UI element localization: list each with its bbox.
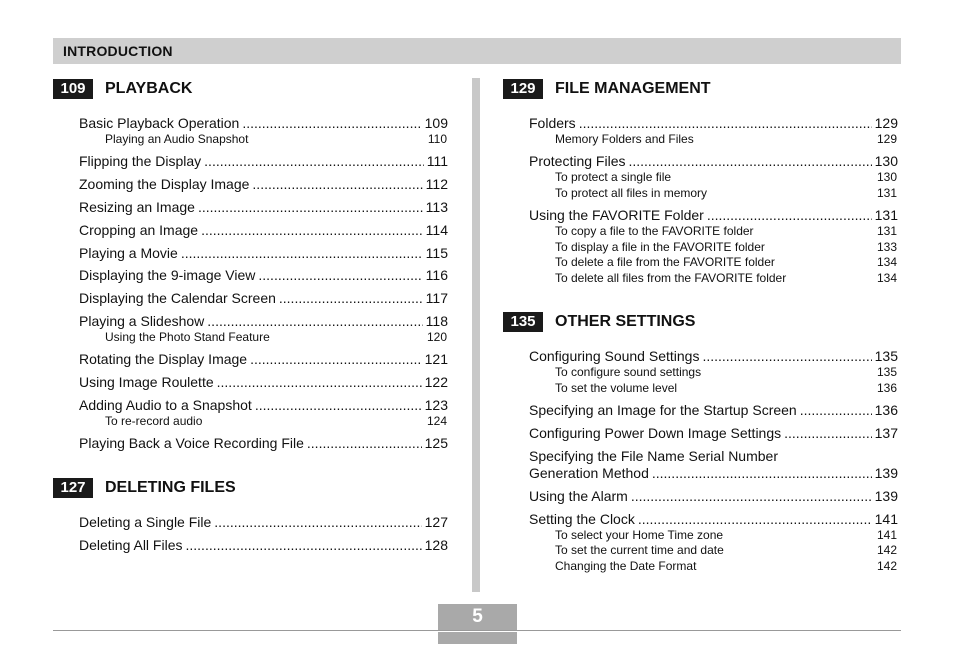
section-page-badge: 109 <box>53 79 93 99</box>
toc-subentry-title: To display a file in the FAVORITE folder <box>555 240 765 254</box>
toc-entry-page: 111 <box>426 153 448 169</box>
leader-dots <box>258 267 422 283</box>
toc-entry-title: Configuring Sound Settings <box>529 348 700 364</box>
toc-subentry[interactable] <box>555 381 897 395</box>
toc-subentry-title: To set the volume level <box>555 381 678 395</box>
toc-entry-page: 116 <box>425 267 448 283</box>
toc-entry-page: 129 <box>874 115 898 131</box>
page-number-box <box>438 604 517 644</box>
toc-entry-title: Rotating the Display Image <box>79 351 248 367</box>
toc-entry[interactable] <box>529 425 898 441</box>
toc-entry-line1[interactable] <box>529 448 898 464</box>
toc-subentry-title: To protect all files in memory <box>555 186 708 200</box>
toc-entry-title: Displaying the Calendar Screen <box>79 290 276 306</box>
toc-subentry[interactable] <box>555 543 897 557</box>
toc-subentry[interactable] <box>555 186 897 200</box>
leader-dots <box>181 245 423 261</box>
toc-subentry[interactable] <box>555 365 897 379</box>
toc-entry[interactable] <box>529 153 898 169</box>
leader-dots <box>207 313 422 329</box>
toc-subentry-page: 110 <box>427 132 447 146</box>
leader-dots <box>707 207 872 223</box>
section-file-management <box>503 79 903 99</box>
toc-subentry[interactable] <box>555 271 897 285</box>
leader-dots <box>186 537 422 553</box>
toc-subentry-page: 131 <box>876 224 897 238</box>
leader-dots <box>214 514 421 530</box>
toc-entry[interactable] <box>529 207 898 223</box>
toc-entry-title: Zooming the Display Image <box>79 176 250 192</box>
toc-entry[interactable] <box>79 290 448 306</box>
toc-subentry-page: 136 <box>876 381 897 395</box>
toc-entry[interactable] <box>79 397 448 413</box>
toc-subentry-page: 134 <box>876 255 897 269</box>
toc-entry[interactable] <box>79 267 448 283</box>
leader-dots <box>204 153 424 169</box>
leader-dots <box>217 374 422 390</box>
toc-entry[interactable] <box>79 351 448 367</box>
chapter-title: INTRODUCTION <box>63 43 173 59</box>
toc-subentry-title: To select your Home Time zone <box>555 528 724 542</box>
toc-entry-title: Folders <box>529 115 576 131</box>
toc-subentry-page: 120 <box>426 330 447 344</box>
toc-subentry[interactable] <box>555 559 897 573</box>
leader-dots <box>638 511 872 527</box>
toc-entry-page: 125 <box>424 435 448 451</box>
toc-entry[interactable] <box>79 537 448 553</box>
toc-subentry-page: 131 <box>876 186 897 200</box>
toc-entry-page: 137 <box>874 425 898 441</box>
toc-entry-title: Protecting Files <box>529 153 626 169</box>
toc-entry-page: 135 <box>874 348 898 364</box>
section-title: DELETING FILES <box>105 479 236 496</box>
toc-entry-title: Cropping an Image <box>79 222 199 238</box>
toc-entry-page: 128 <box>424 537 448 553</box>
leader-dots <box>255 397 422 413</box>
leader-dots <box>198 199 423 215</box>
toc-subentry-title: To delete a file from the FAVORITE folder <box>555 255 775 269</box>
section-title: FILE MANAGEMENT <box>555 80 711 97</box>
toc-entry-page: 115 <box>425 245 448 261</box>
toc-entry[interactable] <box>79 313 448 329</box>
toc-entry-title: Using the FAVORITE Folder <box>529 207 704 223</box>
toc-subentry-page: 124 <box>426 414 447 428</box>
column-divider <box>472 78 480 592</box>
toc-entry-title: Specifying the File Name Serial Number <box>529 448 778 464</box>
leader-dots <box>631 488 872 504</box>
toc-entry-page: 114 <box>425 222 448 238</box>
leader-dots <box>250 351 422 367</box>
page-number-tab-lower <box>438 632 517 644</box>
toc-entry-title: Playing Back a Voice Recording File <box>79 435 304 451</box>
toc-entry-title: Playing a Slideshow <box>79 313 205 329</box>
toc-entry[interactable] <box>529 511 898 527</box>
toc-subentry-title: To re-record audio <box>105 414 203 428</box>
toc-entry[interactable] <box>79 435 448 451</box>
leader-dots <box>652 465 872 481</box>
toc-subentry[interactable] <box>105 132 447 146</box>
leader-dots <box>252 176 422 192</box>
toc-entry-page: 113 <box>425 199 448 215</box>
toc-subentry-page: 133 <box>876 240 897 254</box>
toc-subentry-page: 142 <box>876 559 897 573</box>
leader-dots <box>242 115 421 131</box>
toc-entry-page: 112 <box>425 176 448 192</box>
toc-entry-page: 139 <box>874 465 898 481</box>
toc-subentry-title: Playing an Audio Snapshot <box>105 132 249 146</box>
toc-subentry-page: 142 <box>876 543 897 557</box>
toc-entry-page: 122 <box>424 374 448 390</box>
toc-entry[interactable] <box>79 374 448 390</box>
toc-entry-title: Generation Method <box>529 465 649 481</box>
toc-entry[interactable] <box>529 402 898 418</box>
toc-entry-title: Flipping the Display <box>79 153 202 169</box>
toc-entry[interactable] <box>529 465 898 481</box>
toc-entry-title: Using the Alarm <box>529 488 628 504</box>
toc-subentry-page: 135 <box>876 365 897 379</box>
chapter-header-bar <box>53 38 901 64</box>
toc-entry-page: 130 <box>874 153 898 169</box>
toc-subentry-page: 141 <box>876 528 897 542</box>
leader-dots <box>784 425 872 441</box>
section-page-badge: 127 <box>53 478 93 498</box>
toc-subentry-title: To protect a single file <box>555 170 672 184</box>
toc-entry-page: 117 <box>425 290 448 306</box>
toc-entry-page: 136 <box>874 402 898 418</box>
toc-subentry[interactable] <box>105 414 447 428</box>
leader-dots <box>279 290 423 306</box>
leader-dots <box>579 115 872 131</box>
toc-entry-page: 131 <box>874 207 898 223</box>
toc-entry-title: Basic Playback Operation <box>79 115 240 131</box>
toc-entry-title: Configuring Power Down Image Settings <box>529 425 782 441</box>
leader-dots <box>702 348 871 364</box>
toc-subentry-page: 130 <box>876 170 897 184</box>
page-number: 5 <box>472 606 483 627</box>
toc-subentry-title: Using the Photo Stand Feature <box>105 330 270 344</box>
toc-subentry[interactable] <box>105 330 447 344</box>
toc-entry-page: 123 <box>424 397 448 413</box>
toc-entry[interactable] <box>529 348 898 364</box>
toc-subentry[interactable] <box>555 224 897 238</box>
toc-entry-page: 109 <box>424 115 448 131</box>
toc-entry-title: Deleting a Single File <box>79 514 212 530</box>
toc-entry-title: Using Image Roulette <box>79 374 214 390</box>
toc-entry[interactable] <box>79 199 448 215</box>
toc-subentry-title: To configure sound settings <box>555 365 702 379</box>
toc-entry[interactable] <box>529 115 898 131</box>
toc-entry[interactable] <box>79 245 448 261</box>
section-playback <box>53 79 453 99</box>
section-title: PLAYBACK <box>105 80 193 97</box>
section-title: OTHER SETTINGS <box>555 313 696 330</box>
toc-entry-page: 121 <box>424 351 448 367</box>
toc-entry[interactable] <box>79 153 448 169</box>
toc-entry[interactable] <box>79 514 448 530</box>
toc-entry[interactable] <box>79 115 448 131</box>
toc-subentry-page: 134 <box>876 271 897 285</box>
toc-entry-title: Setting the Clock <box>529 511 635 527</box>
toc-subentry[interactable] <box>555 528 897 542</box>
toc-subentry-title: To delete all files from the FAVORITE folder <box>555 271 787 285</box>
leader-dots <box>307 435 422 451</box>
toc-subentry[interactable] <box>555 132 897 146</box>
toc-entry-title: Playing a Movie <box>79 245 178 261</box>
section-deleting-files <box>53 478 453 498</box>
toc-subentry-page: 129 <box>876 132 897 146</box>
section-other-settings <box>503 312 903 332</box>
toc-subentry-title: Changing the Date Format <box>555 559 697 573</box>
toc-subentry[interactable] <box>555 170 897 184</box>
toc-entry-page: 127 <box>424 514 448 530</box>
toc-entry-page: 118 <box>425 313 448 329</box>
toc-entry[interactable] <box>79 222 448 238</box>
toc-entry-title: Resizing an Image <box>79 199 195 215</box>
leader-dots <box>628 153 871 169</box>
toc-subentry[interactable] <box>555 255 897 269</box>
toc-subentry-title: Memory Folders and Files <box>555 132 694 146</box>
toc-subentry[interactable] <box>555 240 897 254</box>
toc-entry[interactable] <box>529 488 898 504</box>
toc-entry[interactable] <box>79 176 448 192</box>
toc-subentry-title: To copy a file to the FAVORITE folder <box>555 224 754 238</box>
toc-entry-title: Deleting All Files <box>79 537 183 553</box>
toc-entry-page: 139 <box>874 488 898 504</box>
toc-entry-title: Displaying the 9-image View <box>79 267 256 283</box>
leader-dots <box>800 402 872 418</box>
toc-entry-title: Specifying an Image for the Startup Screen <box>529 402 797 418</box>
section-page-badge: 135 <box>503 312 543 332</box>
toc-entry-page: 141 <box>874 511 898 527</box>
section-page-badge: 129 <box>503 79 543 99</box>
toc-subentry-title: To set the current time and date <box>555 543 724 557</box>
toc-entry-title: Adding Audio to a Snapshot <box>79 397 252 413</box>
leader-dots <box>201 222 423 238</box>
